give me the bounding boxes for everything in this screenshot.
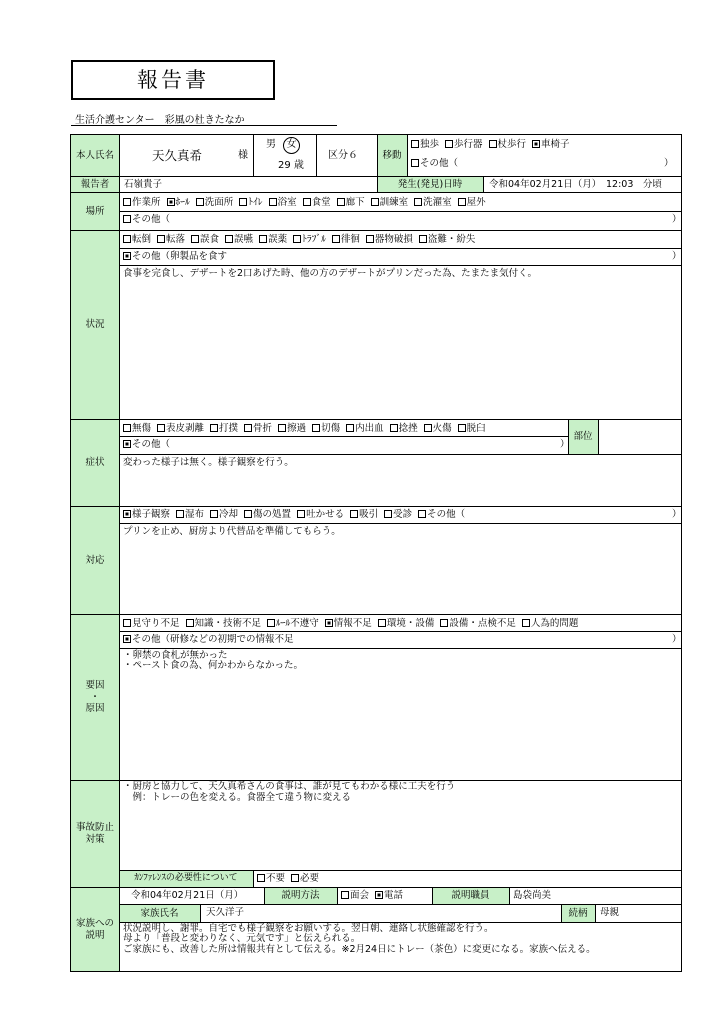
- movement-option-label: 杖歩行: [497, 139, 527, 150]
- checkbox[interactable]: [366, 235, 374, 243]
- movement-option[interactable]: [445, 139, 483, 150]
- method-option[interactable]: [341, 890, 369, 901]
- symptom-other-close: ）: [560, 439, 570, 450]
- situation-option-label: 転落: [166, 234, 186, 245]
- cause-label-2: 原因: [85, 703, 105, 715]
- method-label: 説明方法: [281, 890, 320, 902]
- cause-other: その他（研修などの初期での情報不足: [132, 634, 294, 645]
- place-option-label: ﾎｰﾙ: [175, 197, 190, 208]
- checkbox[interactable]: [303, 198, 311, 206]
- response-option-label: 受診: [393, 509, 413, 520]
- place-option[interactable]: [123, 197, 161, 208]
- checkbox[interactable]: [123, 198, 131, 206]
- conference-label: ｶﾝﾌｧﾚﾝｽの必要性について: [134, 873, 238, 884]
- row-divider: [119, 904, 682, 905]
- cause-other-close: ）: [672, 634, 682, 645]
- checkbox[interactable]: [419, 235, 427, 243]
- place-other-close: ）: [672, 214, 682, 225]
- place-option-label: 訓練室: [379, 197, 409, 208]
- movement-option[interactable]: [411, 139, 439, 150]
- checkbox-checked[interactable]: [123, 510, 131, 518]
- gender-female: 女: [283, 137, 300, 154]
- situation-option[interactable]: [419, 234, 476, 245]
- situation-option-label: ﾄﾗﾌﾞﾙ: [302, 234, 326, 245]
- place-option-label: 洗面所: [204, 197, 234, 208]
- checkbox[interactable]: [424, 424, 432, 432]
- checkbox-checked[interactable]: [532, 140, 540, 148]
- place-option-label: 廊下: [345, 197, 365, 208]
- method-option-label: 面会: [350, 890, 370, 901]
- row-divider: [70, 192, 682, 193]
- situation-option-label: 器物破損: [374, 234, 413, 245]
- symptom-other: その他（: [132, 439, 171, 450]
- reporter-name: 石嶺貴子: [124, 179, 163, 190]
- checkbox[interactable]: [259, 235, 267, 243]
- response-text: プリンを止め、厨房より代替品を準備してもらう。: [123, 526, 341, 537]
- checkbox[interactable]: [196, 198, 204, 206]
- checkbox[interactable]: [244, 510, 252, 518]
- person-label: 本人氏名: [75, 149, 114, 161]
- col-divider: [253, 870, 254, 887]
- cause-options: [123, 618, 584, 629]
- col-divider: [407, 134, 408, 176]
- place-option-label: 食堂: [311, 197, 331, 208]
- col-divider: [119, 134, 120, 972]
- symptom-option[interactable]: [123, 423, 151, 434]
- symptom-option[interactable]: [244, 423, 272, 434]
- movement-other: その他（: [420, 158, 459, 169]
- cause-option-label: 設備・点検不足: [449, 618, 516, 629]
- cause-option-label: 環境・設備: [386, 618, 435, 629]
- place-label: 場所: [85, 205, 105, 217]
- place-option-label: 浴室: [277, 197, 297, 208]
- checkbox[interactable]: [157, 235, 165, 243]
- situation-option[interactable]: [191, 234, 219, 245]
- symptom-text: 変わった様子は無く。様子観察を行う。: [123, 457, 294, 468]
- conference-option-label: 不要: [266, 873, 286, 884]
- place-options: [123, 197, 492, 208]
- cause-option[interactable]: [325, 618, 372, 629]
- checkbox[interactable]: [378, 619, 386, 627]
- checkbox[interactable]: [341, 891, 349, 899]
- symptom-option-label: 骨折: [253, 423, 273, 434]
- cause-option[interactable]: [440, 618, 516, 629]
- report-title-box: [71, 60, 275, 100]
- checkbox[interactable]: [210, 510, 218, 518]
- place-option-label: 屋外: [466, 197, 486, 208]
- symptom-option[interactable]: [346, 423, 384, 434]
- movement-other-row: [411, 158, 458, 169]
- situation-text: 食事を完食し、デザートを2口あげた時、他の方のデザートがプリンだった為、たまたま気付く。: [123, 268, 537, 279]
- checkbox[interactable]: [269, 198, 277, 206]
- situation-options: [123, 234, 481, 245]
- symptom-option-label: 内出血: [355, 423, 384, 434]
- response-option[interactable]: [384, 509, 412, 520]
- symptom-other-row: [123, 439, 170, 450]
- situation-other: その他（卵製品を食す: [132, 251, 228, 262]
- movement-option[interactable]: [532, 139, 570, 150]
- checkbox[interactable]: [123, 619, 131, 627]
- response-label: 対応: [85, 554, 105, 566]
- checkbox[interactable]: [244, 424, 252, 432]
- situation-option[interactable]: [123, 234, 151, 245]
- site-label: 部位: [573, 431, 593, 443]
- response-close: ）: [672, 509, 682, 520]
- row-divider: [70, 176, 682, 177]
- col-divider: [598, 419, 599, 454]
- symptom-option[interactable]: [157, 423, 204, 434]
- symptom-option-label: 打撲: [219, 423, 239, 434]
- row-divider: [70, 887, 682, 888]
- checkbox[interactable]: [418, 510, 426, 518]
- symptom-option[interactable]: [390, 423, 418, 434]
- response-option[interactable]: [210, 509, 238, 520]
- checkbox[interactable]: [458, 198, 466, 206]
- response-option[interactable]: [297, 509, 344, 520]
- response-option-label: 様子観察: [132, 509, 171, 520]
- checkbox[interactable]: [371, 198, 379, 206]
- response-option-label: 湿布: [185, 509, 205, 520]
- row-divider: [70, 506, 682, 507]
- situation-option[interactable]: [259, 234, 287, 245]
- cause-label-1: 要因: [85, 679, 105, 691]
- cause-other-row: [123, 634, 294, 645]
- row-divider: [119, 436, 568, 437]
- checkbox[interactable]: [210, 424, 218, 432]
- relation-label: 続柄: [568, 907, 588, 919]
- response-option[interactable]: [176, 509, 204, 520]
- checkbox[interactable]: [522, 619, 530, 627]
- symptom-option-label: 無傷: [132, 423, 152, 434]
- place-option[interactable]: [269, 197, 297, 208]
- conference-option[interactable]: [291, 873, 319, 884]
- checkbox-checked[interactable]: [123, 252, 131, 260]
- cause-text: ・卵禁の食札が無かった ・ペースト食の為、何かわからなかった。: [123, 650, 304, 672]
- situation-option-label: 転倒: [132, 234, 152, 245]
- cause-label: [71, 615, 119, 780]
- checkbox[interactable]: [123, 424, 131, 432]
- checkbox[interactable]: [297, 510, 305, 518]
- checkbox[interactable]: [411, 159, 419, 167]
- situation-option-label: 盗難・紛失: [427, 234, 476, 245]
- prevention-label: [71, 781, 119, 887]
- checkbox[interactable]: [337, 198, 345, 206]
- gender-male: 男: [266, 139, 276, 150]
- place-other-row: [123, 214, 170, 225]
- checkbox[interactable]: [291, 874, 299, 882]
- method-options: [341, 890, 409, 901]
- checkbox[interactable]: [239, 198, 247, 206]
- person-name: 天久真希: [152, 148, 203, 163]
- place-option[interactable]: [414, 197, 452, 208]
- row-divider: [119, 523, 682, 524]
- checkbox[interactable]: [191, 235, 199, 243]
- col-divider: [337, 887, 338, 904]
- response-option-label: 吸引: [359, 509, 379, 520]
- cause-option[interactable]: [123, 618, 180, 629]
- checkbox[interactable]: [267, 619, 275, 627]
- facility-underline: [71, 125, 337, 126]
- family-date: 令和04年02月21日（月）: [131, 890, 244, 901]
- symptom-option-label: 脱臼: [466, 423, 486, 434]
- movement-option-label: 車椅子: [541, 139, 570, 150]
- row-divider: [119, 648, 682, 649]
- place-other: その他（: [132, 214, 171, 225]
- row-divider: [70, 614, 682, 615]
- prevention-label-2: 対策: [85, 834, 105, 845]
- symptom-option[interactable]: [278, 423, 306, 434]
- response-option[interactable]: [123, 509, 170, 520]
- row-divider: [119, 454, 682, 455]
- cause-option[interactable]: [378, 618, 435, 629]
- person-category: 区分６: [328, 150, 358, 161]
- checkbox[interactable]: [257, 874, 265, 882]
- checkbox[interactable]: [440, 619, 448, 627]
- reporter-label: 報告者: [80, 178, 110, 190]
- cause-option-label: 人為的問題: [530, 618, 579, 629]
- response-option-label: 冷却: [219, 509, 239, 520]
- row-divider: [119, 248, 682, 249]
- symptom-label: 症状: [85, 457, 105, 469]
- col-divider: [200, 904, 201, 922]
- response-option[interactable]: [350, 509, 378, 520]
- relation: 母親: [600, 907, 620, 918]
- cause-option[interactable]: [267, 618, 319, 629]
- cause-option-label: 情報不足: [333, 618, 372, 629]
- movement-option-label: 歩行器: [454, 139, 483, 150]
- cause-option[interactable]: [186, 618, 262, 629]
- symptom-option-label: 擦過: [287, 423, 307, 434]
- movement-label: 移動: [382, 149, 402, 161]
- checkbox[interactable]: [312, 424, 320, 432]
- row-divider: [119, 265, 682, 266]
- checkbox[interactable]: [293, 235, 301, 243]
- symptom-option-label: 切傷: [321, 423, 341, 434]
- movement-other-close: ）: [664, 158, 674, 169]
- situation-label: 状況: [85, 319, 105, 331]
- checkbox[interactable]: [489, 140, 497, 148]
- checkbox-checked[interactable]: [325, 619, 333, 627]
- col-divider: [595, 904, 596, 922]
- col-divider: [509, 887, 510, 904]
- checkbox-checked[interactable]: [375, 891, 383, 899]
- checkbox[interactable]: [186, 619, 194, 627]
- symptom-option-label: 表皮剥離: [166, 423, 205, 434]
- staff-name: 島袋尚美: [513, 890, 552, 901]
- person-age: 29 歳: [278, 160, 304, 171]
- conference-options: [257, 873, 325, 884]
- checkbox[interactable]: [176, 510, 184, 518]
- place-option[interactable]: [371, 197, 409, 208]
- situation-other-row: [123, 251, 227, 262]
- cause-option[interactable]: [522, 618, 579, 629]
- place-option[interactable]: [167, 197, 190, 208]
- movement-options: [411, 139, 576, 150]
- situation-other-close: ）: [672, 251, 682, 262]
- response-option-label: その他（: [427, 509, 466, 520]
- situation-option[interactable]: [366, 234, 413, 245]
- symptom-options: [123, 423, 492, 434]
- family-name-label: 家族氏名: [140, 907, 179, 919]
- conference-option-label: 必要: [300, 873, 320, 884]
- family-label-1: 家族への: [75, 917, 114, 929]
- place-option[interactable]: [458, 197, 486, 208]
- gender-female-circled: [283, 137, 300, 154]
- facility-name: 生活介護センター 彩風の杜きたなか: [75, 115, 245, 126]
- movement-option[interactable]: [489, 139, 527, 150]
- row-divider: [119, 631, 682, 632]
- checkbox[interactable]: [411, 140, 419, 148]
- family-name: 天久洋子: [206, 907, 245, 918]
- response-option-label: 傷の処置: [253, 509, 292, 520]
- person-honorific: 様: [238, 150, 248, 161]
- response-option-label: 吐かせる: [306, 509, 345, 520]
- checkbox-checked[interactable]: [167, 198, 175, 206]
- place-option-label: ﾄｲﾚ: [248, 197, 263, 208]
- conference-option[interactable]: [257, 873, 285, 884]
- situation-option[interactable]: [225, 234, 253, 245]
- occurrence-value: 令和04年02月21日（月） 12:03 分頃: [489, 179, 662, 190]
- checkbox[interactable]: [384, 510, 392, 518]
- checkbox-checked[interactable]: [123, 635, 131, 643]
- situation-option-label: 誤薬: [268, 234, 288, 245]
- movement-option-label: 独歩: [420, 139, 440, 150]
- checkbox[interactable]: [123, 235, 131, 243]
- staff-label: 説明職員: [451, 890, 490, 902]
- checkbox[interactable]: [390, 424, 398, 432]
- response-option[interactable]: [418, 509, 465, 520]
- response-options: [123, 509, 471, 520]
- checkbox[interactable]: [350, 510, 358, 518]
- symptom-option-label: 火傷: [432, 423, 452, 434]
- place-option[interactable]: [239, 197, 262, 208]
- place-option[interactable]: [196, 197, 234, 208]
- checkbox[interactable]: [346, 424, 354, 432]
- method-option[interactable]: [375, 890, 403, 901]
- symptom-option[interactable]: [210, 423, 238, 434]
- checkbox[interactable]: [225, 235, 233, 243]
- prevention-text: ・厨房と協力して、天久真希さんの食事は、誰が見てもわかる様に工夫を行う 例：トレーの色を変える。食器全て違う物に変える: [123, 781, 456, 803]
- checkbox[interactable]: [278, 424, 286, 432]
- checkbox[interactable]: [123, 215, 131, 223]
- symptom-option-label: 捻挫: [398, 423, 418, 434]
- family-label: [71, 888, 119, 971]
- family-label-2: 説明: [85, 929, 105, 941]
- cause-label-dot: ・: [90, 691, 100, 703]
- row-divider: [119, 211, 682, 212]
- cause-option-label: 知識・技術不足: [194, 618, 262, 629]
- situation-option-label: 誤食: [200, 234, 220, 245]
- place-option[interactable]: [303, 197, 331, 208]
- family-text: 状況説明し、謝罪。自宅でも様子観察をお願いする。翌日朝、連絡し状態確認を行う。 母より「普段と変わりなく、元気です」と伝えられる。 ご家族にも、改善した所は情報共有として伝える。※2月24日にトレー（茶色）に変更になる。家族へ伝える。: [123, 923, 596, 955]
- checkbox[interactable]: [445, 140, 453, 148]
- cause-option-label: ﾙｰﾙ不遵守: [276, 618, 319, 629]
- checkbox[interactable]: [157, 424, 165, 432]
- cause-option-label: 見守り不足: [132, 618, 180, 629]
- col-divider: [483, 176, 484, 192]
- place-option[interactable]: [337, 197, 365, 208]
- symptom-option[interactable]: [458, 423, 486, 434]
- situation-option[interactable]: [332, 234, 360, 245]
- situation-option-label: 誤嚥: [234, 234, 254, 245]
- occurrence-label: 発生(発見)日時: [397, 178, 463, 190]
- situation-option-label: 徘徊: [340, 234, 360, 245]
- col-divider: [253, 134, 254, 176]
- place-option-label: 作業所: [132, 197, 161, 208]
- situation-option[interactable]: [157, 234, 185, 245]
- response-option[interactable]: [244, 509, 291, 520]
- prevention-label-1: 事故防止: [75, 822, 114, 834]
- symptom-option[interactable]: [424, 423, 452, 434]
- situation-option[interactable]: [293, 234, 326, 245]
- checkbox[interactable]: [458, 424, 466, 432]
- symptom-option[interactable]: [312, 423, 340, 434]
- row-divider: [70, 230, 682, 231]
- col-divider: [316, 134, 317, 176]
- report-title: 報告書: [137, 68, 209, 92]
- method-option-label: 電話: [384, 890, 404, 901]
- place-option-label: 洗濯室: [423, 197, 452, 208]
- checkbox-checked[interactable]: [123, 440, 131, 448]
- checkbox[interactable]: [414, 198, 422, 206]
- checkbox[interactable]: [332, 235, 340, 243]
